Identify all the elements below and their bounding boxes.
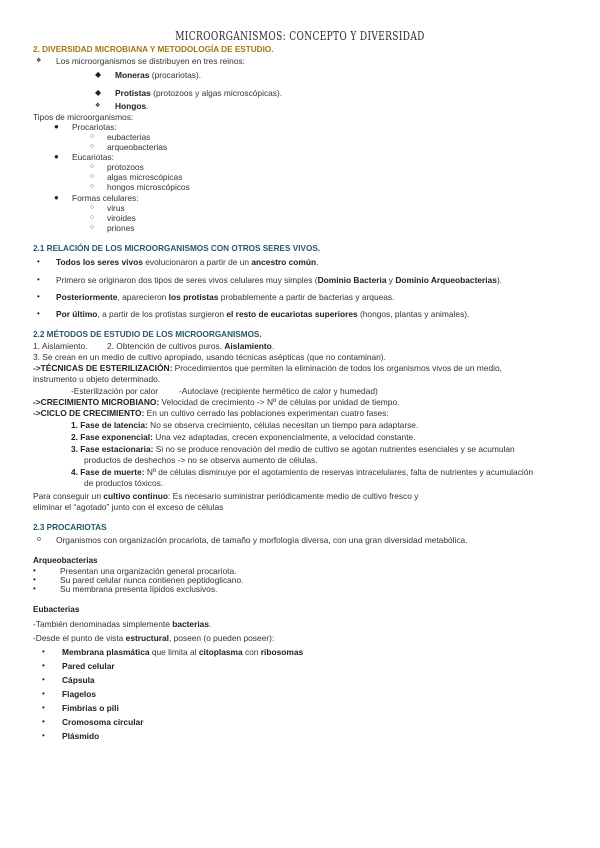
arqueo-item: Presentan una organización general procariota.	[60, 566, 237, 576]
bullet-circle-icon: ○	[90, 214, 95, 221]
tipo-item: virus	[107, 203, 125, 213]
cultivo-continuo-line: eliminar el “agotado” junto con el exceso de células	[33, 502, 224, 512]
bullet-circle-icon: ○	[90, 133, 95, 140]
document-title: MICROORGANISMOS: CONCEPTO Y DIVERSIDAD	[175, 28, 425, 43]
bullet-circle-icon: ○	[90, 204, 95, 211]
reino-item: Moneras (procariotas).	[115, 70, 202, 80]
bullet-dot-icon: •	[33, 566, 36, 575]
section-23-heading: 2.3 PROCARIOTAS	[33, 523, 107, 532]
tipo-item: viroides	[107, 213, 136, 223]
bullet-circle-icon: ○	[90, 143, 95, 150]
cultivo-continuo-line: Para conseguir un cultivo continuo: Es necesario suministrar periódicamente medio de cultivo fresco y	[33, 491, 419, 501]
section-21-heading: 2.1 RELACIÓN DE LOS MICROORGANISMOS CON OTROS SERES VIVOS.	[33, 244, 321, 253]
procariotas-intro: Organismos con organización procariota, de tamaño y morfología diversa, con una gran diversidad metabólica.	[56, 535, 468, 545]
section-2-heading: 2. DIVERSIDAD MICROBIANA Y METODOLOGÍA DE ESTUDIO.	[33, 45, 274, 54]
reino-item: Hongos.	[115, 101, 149, 111]
bullet-dot-icon: •	[37, 257, 40, 266]
arqueo-item: Su pared celular nunca contienen peptidoglicano.	[60, 575, 244, 585]
bullet-circle-icon: ○	[90, 224, 95, 231]
fase-item: 2. Fase exponencial: Una vez adaptadas, crecen exponencialmente, a velocidad constante.	[71, 432, 416, 442]
esterilizacion-method: -Autoclave (recipiente hermético de calor y humedad)	[179, 386, 378, 396]
crecimiento-line: ->CRECIMIENTO MICROBIANO: Velocidad de crecimiento -> Nº de células por unidad de tiempo.	[33, 397, 400, 407]
metodo-line: 2. Obtención de cultivos puros. Aislamiento.	[107, 341, 275, 351]
metodo-line: 1. Aislamiento.	[33, 341, 88, 351]
bullet-dot-icon: •	[42, 717, 45, 726]
bullet-dot-icon: •	[37, 292, 40, 301]
estructura-item: Fimbrias o pili	[62, 703, 119, 713]
estructura-item: Cápsula	[62, 675, 95, 685]
tipo-item: protozoos	[107, 162, 144, 172]
arqueo-item: Su membrana presenta lípidos exclusivos.	[60, 584, 218, 594]
bullet-circle-icon: ○	[90, 183, 95, 190]
bullet-circle-icon: o	[37, 536, 41, 543]
tipo-item: priones	[107, 223, 135, 233]
tipo-item: hongos microscópicos	[107, 182, 190, 192]
section-22-heading: 2.2 MÉTODOS DE ESTUDIO DE LOS MICROORGANISMOS.	[33, 330, 262, 339]
tipo-label: Procariotas:	[72, 122, 117, 132]
esterilizacion-line: instrumento u objeto determinado.	[33, 374, 161, 384]
bullet-dot-icon: ●	[54, 152, 59, 161]
ciclo-line: ->CICLO DE CRECIMIENTO: En un cultivo cerrado las poblaciones experimentan cuatro fases:	[33, 408, 389, 418]
tipo-label: Formas celulares:	[72, 193, 139, 203]
fase-item-cont: de productos tóxicos.	[84, 478, 164, 488]
fase-item: 1. Fase de latencia: No se observa crecimiento, células necesitan un tiempo para adaptarse.	[71, 420, 419, 430]
bullet-dot-icon: •	[37, 309, 40, 318]
bullet-dot-icon: ●	[54, 122, 59, 131]
tipo-item: eubacterias	[107, 132, 151, 142]
estructura-item: Cromosoma circular	[62, 717, 144, 727]
bullet-dot-icon: •	[42, 661, 45, 670]
tipo-item: algas microscópicas	[107, 172, 183, 182]
bullet-dot-icon: •	[37, 275, 40, 284]
fase-item: 4. Fase de muerte: Nº de células disminuye por el agotamiento de reservas intracelulares, falta de nutrientes y acumulación	[71, 467, 534, 477]
bullet-dot-icon: •	[33, 575, 36, 584]
eubacterias-line: -Desde el punto de vista estructural, poseen (o pueden poseer):	[33, 633, 275, 643]
bullet-dot-icon: •	[42, 647, 45, 656]
bullet-circle-icon: ○	[90, 173, 95, 180]
bullet-diamond-icon: ❖	[36, 58, 42, 64]
fase-item-cont: productos de deshechos -> no se observa aumento de células.	[84, 455, 318, 465]
bullet-diamond-icon: ❖	[95, 103, 101, 109]
bullet-diamond-icon: ◆	[95, 70, 102, 79]
estructura-item: Plásmido	[62, 731, 100, 741]
bullet-dot-icon: •	[42, 731, 45, 740]
estructura-item: Pared celular	[62, 661, 115, 671]
bullet-dot-icon: •	[33, 584, 36, 593]
esterilizacion-method: -Esterilización por calor	[71, 386, 159, 396]
tipos-label: Tipos de microorganismos:	[33, 112, 134, 122]
estructura-item: Flagelos	[62, 689, 96, 699]
relacion-item: Primero se originaron dos tipos de seres vivos celulares muy simples (Dominio Bacteria y Dominio Arqueobacterias).	[56, 275, 503, 285]
tipo-label: Eucariotas:	[72, 152, 114, 162]
metodo-line: 3. Se crean en un medio de cultivo apropiado, usando técnicas asépticas (que no contaminan).	[33, 352, 386, 362]
esterilizacion-line: ->TÉCNICAS DE ESTERILIZACIÓN: Procedimientos que permiten la eliminación de todos los organismos vivos de un medio,	[33, 363, 502, 373]
relacion-item: Por último, a partir de los protistas surgieron el resto de eucariotas superiores (hongos, plantas y animales).	[56, 309, 470, 319]
eubacterias-line: -También denominadas simplemente bacterias.	[33, 619, 212, 629]
relacion-item: Posteriormente, aparecieron los protistas probablemente a partir de bacterias y arqueas.	[56, 292, 395, 302]
reinos-intro: Los microorganismos se distribuyen en tres reinos:	[56, 56, 245, 66]
bullet-diamond-icon: ◆	[95, 88, 102, 97]
reino-item: Protistas (protozoos y algas microscópicas).	[115, 88, 283, 98]
arqueobacterias-heading: Arqueobacterias	[33, 556, 98, 565]
fase-item: 3. Fase estacionaria: Si no se produce renovación del medio de cultivo se agotan nutrientes esenciales y se acumulan	[71, 444, 515, 454]
relacion-item: Todos los seres vivos evolucionaron a partir de un ancestro común.	[56, 257, 319, 267]
estructura-item: Membrana plasmática que limita al citoplasma con ribosomas	[62, 647, 304, 657]
bullet-dot-icon: •	[42, 689, 45, 698]
bullet-dot-icon: •	[42, 703, 45, 712]
bullet-dot-icon: •	[42, 675, 45, 684]
bullet-circle-icon: ○	[90, 163, 95, 170]
tipo-item: arqueobacterias	[107, 142, 168, 152]
bullet-dot-icon: ●	[54, 193, 59, 202]
eubacterias-heading: Eubacterias	[33, 605, 80, 614]
